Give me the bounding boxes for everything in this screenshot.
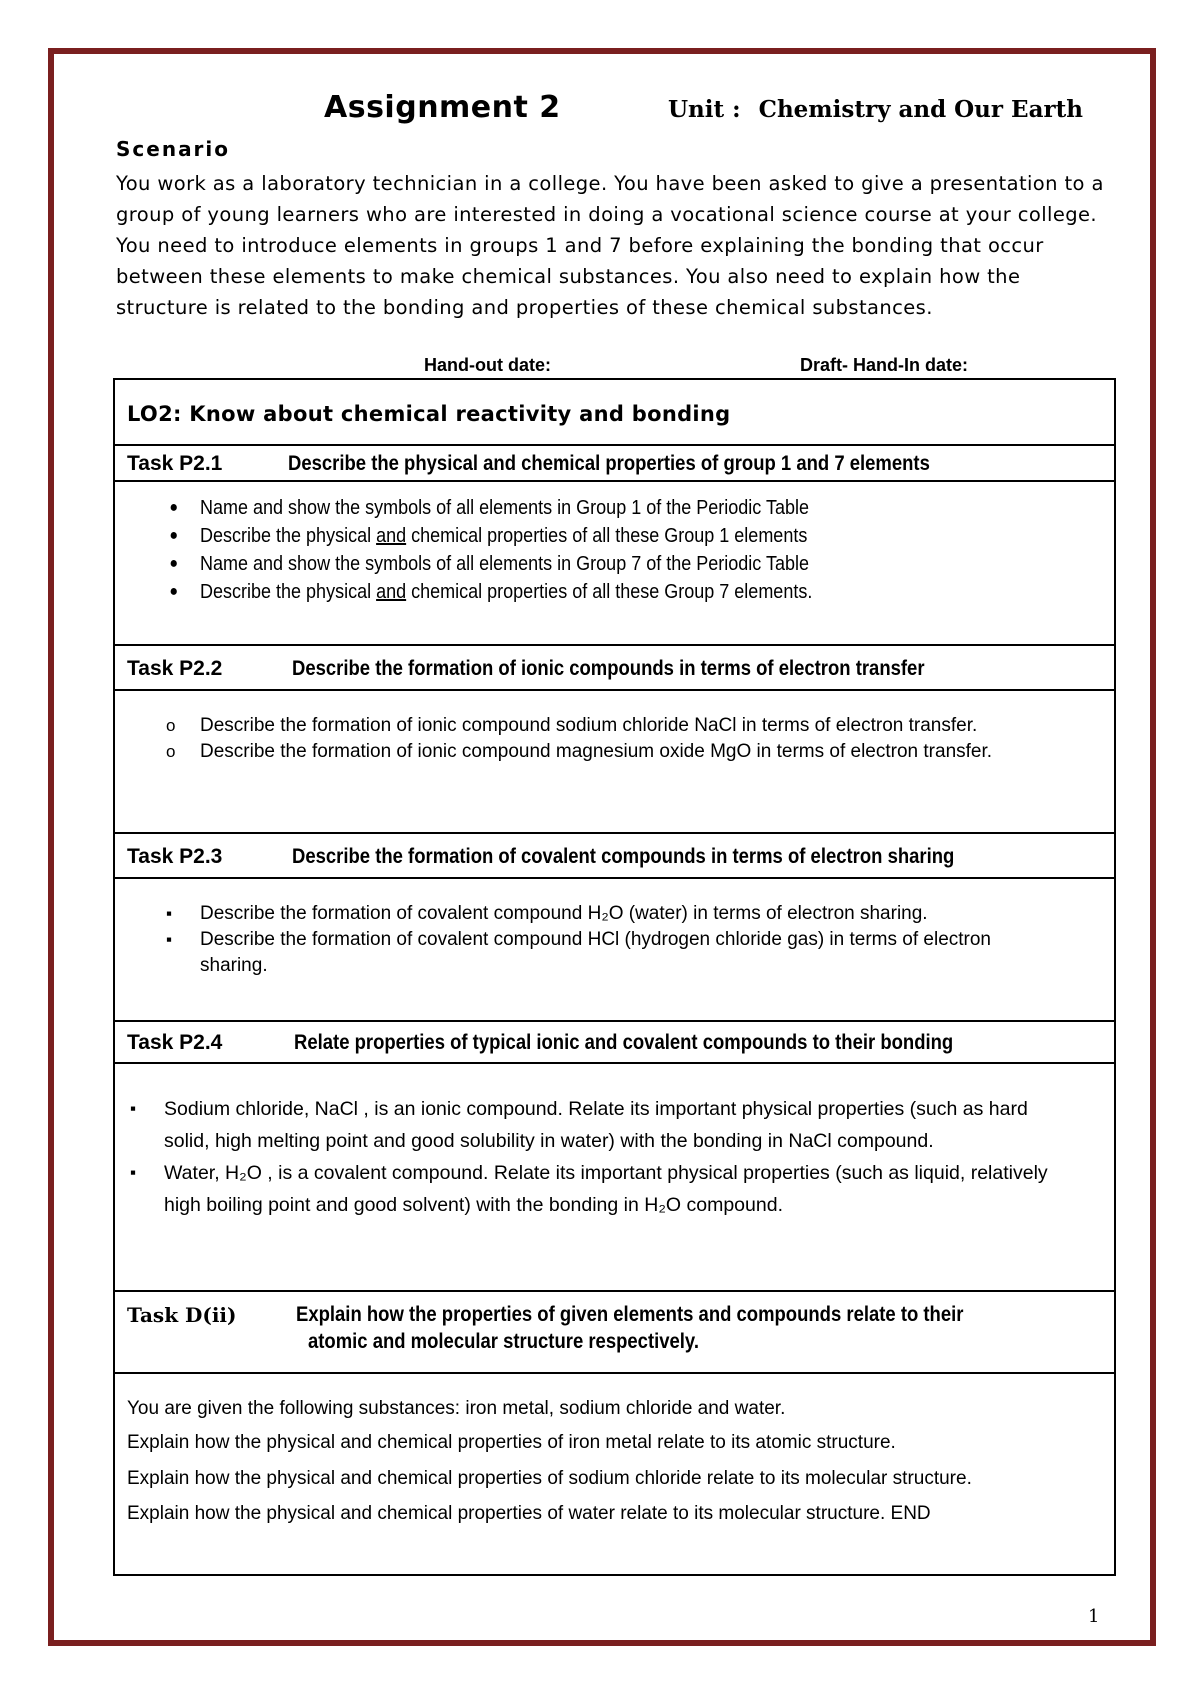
list-item-part: Describe the physical (200, 581, 377, 603)
task-description: Describe the physical and chemical properties of group 1 and 7 elements (288, 452, 930, 475)
paragraph: Explain how the physical and chemical properties of iron metal relate to its atomic structure. (127, 1432, 896, 1453)
hand-out-date-label: Hand-out date: (424, 355, 551, 375)
task-p2-3-list (200, 901, 1050, 979)
unit-value: Chemistry and Our Earth (758, 96, 1083, 123)
list-item: ▪ Describe the formation of covalent compound HCl (hydrogen chloride gas) in terms of electron sharing. (200, 927, 1050, 979)
task-p2-1-list (200, 494, 938, 606)
row-divider (115, 644, 1114, 646)
task-d-ii-body (127, 1398, 1087, 1525)
task-id: Task P2.2 (127, 657, 223, 680)
paragraph: You are given the following substances: iron metal, sodium chloride and water. (127, 1398, 786, 1419)
task-id: Task D(ii) (127, 1303, 237, 1327)
row-divider (115, 832, 1114, 834)
list-item (200, 522, 938, 550)
list-item: ● Name and show the symbols of all elements in Group 1 of the Periodic Table (200, 494, 938, 522)
list-item: ● Name and show the symbols of all elements in Group 7 of the Periodic Table (200, 550, 938, 578)
list-item: ▪ Sodium chloride, NaCl , is an ionic compound. Relate its important physical properties (such as hard solid, high melting point and good solubility in water) with the bonding in NaCl compound. (164, 1093, 1054, 1157)
task-p2-2-list (200, 713, 1050, 765)
assignment-title: Assignment 2 (324, 90, 561, 125)
list-item-part: chemical properties of all these Group 1 elements (406, 525, 808, 547)
row-divider (115, 877, 1114, 879)
task-id: Task P2.1 (127, 452, 223, 475)
underlined-word: and (376, 525, 407, 547)
task-description: Describe the formation of covalent compounds in terms of electron sharing (292, 845, 955, 868)
list-item: ▪ Describe the formation of covalent compound H₂O (water) in terms of electron sharing. (200, 901, 1050, 927)
task-id: Task P2.4 (127, 1031, 223, 1054)
row-divider (115, 1372, 1114, 1374)
list-item: o Describe the formation of ionic compound magnesium oxide MgO in terms of electron transfer. (200, 739, 1050, 765)
paragraph: Explain how the physical and chemical properties of water relate to its molecular structure. END (127, 1503, 931, 1524)
task-description: Relate properties of typical ionic and covalent compounds to their bonding (294, 1031, 954, 1054)
list-item-part: chemical properties of all these Group 7 elements. (406, 581, 813, 603)
lo2-title: LO2: Know about chemical reactivity and bonding (127, 402, 731, 426)
task-description-line2: atomic and molecular structure respectively. (308, 1330, 699, 1353)
list-item: o Describe the formation of ionic compound sodium chloride NaCl in terms of electron transfer. (200, 713, 1050, 739)
row-divider (115, 1290, 1114, 1292)
row-divider (115, 1020, 1114, 1022)
list-item: ▪ Water, H₂O , is a covalent compound. Relate its important physical properties (such as liquid, relatively high boiling point and good solvent) with the bonding in H₂O compound. (164, 1157, 1054, 1221)
underlined-word: and (376, 581, 407, 603)
row-divider (115, 444, 1114, 446)
row-divider (115, 1062, 1114, 1064)
paragraph: Explain how the physical and chemical properties of sodium chloride relate to its molecular structure. (127, 1468, 972, 1489)
tasks-table (113, 378, 1116, 1576)
task-p2-4-list (164, 1093, 1054, 1221)
unit-label: Unit : (668, 96, 741, 123)
page-number: 1 (1088, 1606, 1100, 1627)
task-description: Describe the formation of ionic compounds in terms of electron transfer (292, 657, 925, 680)
task-id: Task P2.3 (127, 845, 223, 868)
unit-line (668, 96, 1083, 123)
row-divider (115, 689, 1114, 691)
list-item (200, 578, 938, 606)
scenario-text: You work as a laboratory technician in a college. You have been asked to give a presentation to a group of young learners who are interested in doing a vocational science course at your college. You need to introduce elements in groups 1 and 7 before explaining the bonding that occur between these elements to make chemical substances. You also need to explain how the structure is related to the bonding and properties of these chemical substances. (116, 172, 1104, 319)
scenario-heading: Scenario (116, 137, 231, 161)
task-description-line1: Explain how the properties of given elements and compounds relate to their (296, 1303, 964, 1326)
list-item-part: Describe the physical (200, 525, 377, 547)
draft-hand-in-date-label: Draft- Hand-In date: (800, 355, 968, 375)
row-divider (115, 480, 1114, 482)
